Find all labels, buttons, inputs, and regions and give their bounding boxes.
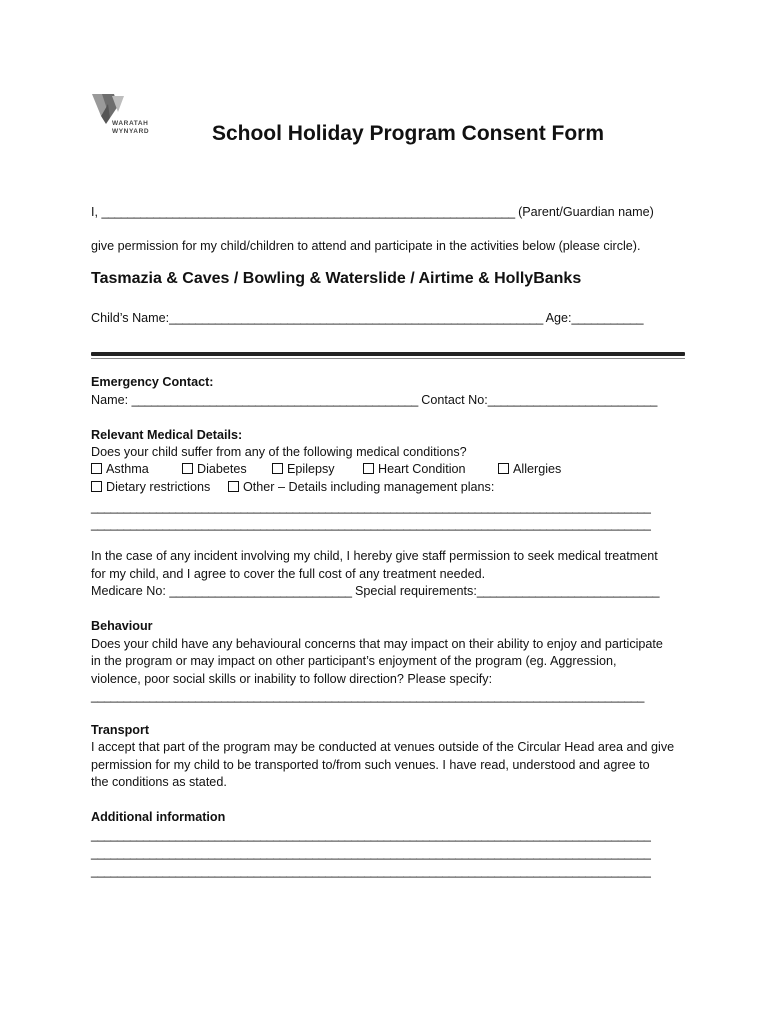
behaviour-text-2: in the program or may impact on other participant’s enjoyment of the program (eg. Aggression, [91,654,617,668]
condition-asthma[interactable] [91,461,149,478]
condition-label: Diabetes [197,462,247,476]
condition-dietary[interactable] [91,479,210,496]
guardian-prefix: I, [91,205,98,219]
condition-allergies[interactable] [498,461,561,478]
checkbox[interactable] [363,463,374,474]
section-divider [91,352,685,356]
medical-details-field-2[interactable]: ______________________________________________________________________________________ [91,517,651,531]
guardian-name-field[interactable]: ________________________________________________________________ [101,205,515,219]
behaviour-heading: Behaviour [91,619,153,633]
medicare-label: Medicare No: [91,584,166,598]
logo-line-2: WYNYARD [112,128,150,135]
checkbox[interactable] [228,481,239,492]
child-name-field[interactable]: _________________________________________________________ [169,311,543,325]
treatment-text-1: In the case of any incident involving my child, I hereby give staff permission to seek medical treatment [91,549,658,563]
emergency-line [91,392,657,409]
condition-label: Other – Details including management plans: [243,480,495,494]
checkbox[interactable] [91,481,102,492]
child-line [91,310,643,327]
medical-details-field-1[interactable]: ______________________________________________________________________________________ [91,500,651,514]
section-divider-thin [91,358,685,359]
checkbox[interactable] [182,463,193,474]
condition-epilepsy[interactable] [272,461,335,478]
medicare-line [91,583,659,600]
additional-heading: Additional information [91,810,226,824]
condition-heart[interactable] [363,461,466,478]
additional-field-3[interactable]: ______________________________________________________________________________________ [91,864,651,878]
checkbox[interactable] [91,463,102,474]
emergency-name-field[interactable]: ____________________________________________ [131,393,418,407]
transport-text-2: permission for my child to be transported to/from such venues. I have read, understood and agree to [91,758,650,772]
child-name-label: Child’s Name: [91,311,170,325]
behaviour-text-3: violence, poor social skills or inability to follow direction? Please specify: [91,672,493,686]
condition-diabetes[interactable] [182,461,247,478]
permission-text: give permission for my child/children to attend and participate in the activities below (please circle). [91,239,641,253]
guardian-line [91,204,654,221]
emergency-name-label: Name: [91,393,129,407]
medical-question: Does your child suffer from any of the following medical conditions? [91,445,467,459]
transport-heading: Transport [91,723,150,737]
age-label: Age: [545,311,572,325]
additional-field-1[interactable]: ______________________________________________________________________________________ [91,828,651,842]
additional-field-2[interactable]: ______________________________________________________________________________________ [91,846,651,860]
guardian-suffix: (Parent/Guardian name) [518,205,654,219]
special-requirements-label: Special requirements: [355,584,477,598]
condition-label: Dietary restrictions [106,480,211,494]
emergency-heading: Emergency Contact: [91,375,214,389]
condition-label: Allergies [513,462,562,476]
behaviour-text-1: Does your child have any behavioural concerns that may impact on their ability to enjoy and participate [91,637,663,651]
special-requirements-field[interactable]: ____________________________ [476,584,659,598]
checkbox[interactable] [498,463,509,474]
page-title: School Holiday Program Consent Form [211,122,605,145]
emergency-contact-field[interactable]: __________________________ [487,393,657,407]
transport-text-1: I accept that part of the program may be conducted at venues outside of the Circular Head area and give [91,740,675,754]
logo-line-1: WARATAH [112,120,149,127]
condition-label: Heart Condition [378,462,466,476]
condition-label: Asthma [106,462,149,476]
transport-text-3: the conditions as stated. [91,775,227,789]
medicare-field[interactable]: ____________________________ [169,584,352,598]
condition-label: Epilepsy [287,462,335,476]
treatment-text-2: for my child, and I agree to cover the full cost of any treatment needed. [91,567,486,581]
medical-heading: Relevant Medical Details: [91,428,243,442]
checkbox[interactable] [272,463,283,474]
emergency-contact-label: Contact No: [421,393,488,407]
condition-other[interactable] [228,479,494,496]
behaviour-field[interactable]: _____________________________________________________________________________________ [91,689,644,703]
age-field[interactable]: ___________ [571,311,644,325]
activities-options[interactable]: Tasmazia & Caves / Bowling & Waterslide / Airtime & HollyBanks [91,270,582,287]
